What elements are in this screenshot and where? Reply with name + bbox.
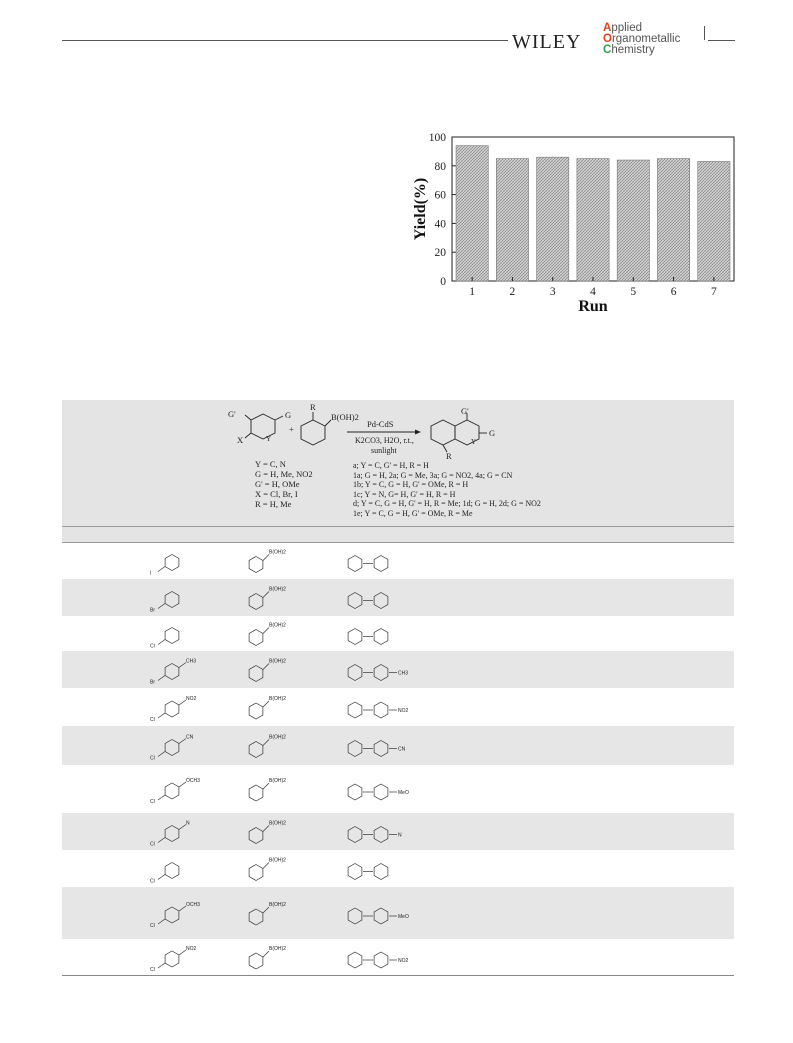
bar <box>698 161 730 281</box>
boronic-ring <box>249 785 263 801</box>
halide-sub-label: NO2 <box>186 696 197 702</box>
halide-ring <box>165 555 179 571</box>
x-tick-label: 1 <box>469 286 476 298</box>
halide-bond <box>158 795 165 800</box>
halide-ring <box>165 592 179 608</box>
halide-bond <box>158 752 165 757</box>
code-line: d; Y = C, G = H, G' = H, R = Me; 1d; G = H, 2d; G = NO2 <box>353 499 541 509</box>
boronic-label: B(OH)2 <box>269 549 286 556</box>
product-sub-label: N <box>398 832 402 839</box>
product-g-prime: G' <box>461 406 469 416</box>
scheme-conditions: K2CO3, H2O, r.t., <box>355 436 414 445</box>
halide-label: Cl <box>150 755 155 762</box>
x-tick-label: 6 <box>670 286 677 298</box>
boronic-label: B(OH)2 <box>269 696 286 702</box>
table-row <box>62 850 734 887</box>
table-row <box>62 542 734 579</box>
halide-sub-bond <box>179 663 186 668</box>
halide-label: Cl <box>150 717 155 723</box>
bar <box>657 159 689 281</box>
scheme-x: X <box>237 435 244 445</box>
code-line: a; Y = C, G' = H, R = H <box>353 461 429 470</box>
x-tick-label: 2 <box>509 286 516 298</box>
scheme-definitions <box>255 459 313 509</box>
bar <box>456 146 488 281</box>
halide-ring <box>165 740 179 756</box>
table-row <box>62 887 734 939</box>
y-tick-label: 40 <box>434 218 446 231</box>
halide-label: Br <box>150 607 155 614</box>
boronic-label: B(OH)2 <box>269 820 286 827</box>
product-ring-a <box>348 741 362 757</box>
halide-bond <box>158 604 165 609</box>
boronic-label: B(OH)2 <box>269 857 286 864</box>
def-line: R = H, Me <box>255 499 292 509</box>
product-r: R <box>446 451 452 461</box>
table-row <box>62 765 734 813</box>
product-ring-b <box>374 952 388 968</box>
table-row <box>62 651 734 688</box>
journal-logo-line1: A <box>603 22 612 34</box>
product-ring-a <box>348 665 362 681</box>
halide-label: I <box>150 570 152 577</box>
scheme-catalyst: Pd-CdS <box>367 419 394 429</box>
halide-sub-bond <box>179 700 186 705</box>
scheme-boronic: B(OH)2 <box>331 412 359 422</box>
halide-sub-bond <box>179 906 186 911</box>
y-tick-label: 60 <box>434 189 446 202</box>
code-line: 1c; Y = N, G= H, G' = H, R = H <box>353 489 456 499</box>
table-row <box>62 726 734 765</box>
boronic-ring <box>249 594 263 610</box>
halide-bond <box>158 838 165 843</box>
boronic-label: B(OH)2 <box>269 902 286 908</box>
row-structures <box>62 850 734 887</box>
y-tick-label: 80 <box>434 160 446 173</box>
x-axis-label: Run <box>578 298 608 315</box>
row-structures <box>62 813 734 850</box>
halide-label: Cl <box>150 799 155 805</box>
code-line: 1e; Y = C, G = H, G' = OMe, R = Me <box>353 508 473 518</box>
halide-bond <box>158 640 165 645</box>
halide-ring <box>165 863 179 879</box>
scheme-plus: + <box>289 424 294 434</box>
y-axis-label: Yield(%) <box>412 177 429 241</box>
header-page-tick <box>704 26 705 40</box>
boronic-ring <box>249 909 263 925</box>
y-tick-label: 100 <box>428 132 446 144</box>
halide-bond <box>158 919 165 924</box>
product-sub-label: CN <box>398 746 406 753</box>
table-row <box>62 939 734 975</box>
y-tick-label: 0 <box>440 276 446 288</box>
row-structures <box>62 579 734 616</box>
product-y: Y <box>471 438 477 446</box>
table-row <box>62 813 734 850</box>
halide-sub-bond <box>179 739 186 744</box>
product-ring-a <box>348 784 362 800</box>
product-sub-label: NO2 <box>398 708 409 714</box>
product-ring-a <box>431 420 455 445</box>
product-sub-label: NO2 <box>398 958 409 964</box>
code-line: 1a; G = H, 2a; G = Me, 3a; G = NO2, 4a; G = CN <box>353 470 513 480</box>
row-structures <box>62 765 734 813</box>
halide-sub-bond <box>179 950 186 955</box>
boronic-ring <box>249 828 263 844</box>
product-ring-a <box>348 908 362 924</box>
boronic-label: B(OH)2 <box>269 658 286 665</box>
product-ring-b <box>374 665 388 681</box>
def-line: X = Cl, Br, I <box>255 489 298 499</box>
halide-ring <box>165 951 179 967</box>
scheme-y: Y <box>266 435 272 443</box>
boronic-label: B(OH)2 <box>269 622 286 629</box>
halide-label: Cl <box>150 923 155 929</box>
bar <box>496 159 528 281</box>
journal-logo-line1-rest: pplied <box>611 22 643 34</box>
boronic-label: B(OH)2 <box>269 946 286 952</box>
row-structures <box>62 887 734 939</box>
row-structures <box>62 939 734 975</box>
halide-bond <box>158 713 165 718</box>
boronic-ring <box>249 953 263 969</box>
scheme-codes <box>353 461 541 519</box>
boronic-label: B(OH)2 <box>269 734 286 741</box>
halide-label: Cl <box>150 878 155 885</box>
halide-sub-label: OCH3 <box>186 902 200 908</box>
code-line: 1b; Y = C, G = H, G' = OMe, R = H <box>353 480 469 490</box>
bar <box>577 159 609 281</box>
product-ring-b <box>374 908 388 924</box>
scheme-g-prime: G' <box>228 409 236 419</box>
boronic-ring <box>249 557 263 573</box>
product-ring-a <box>348 702 362 718</box>
x-tick-label: 3 <box>549 286 556 298</box>
halide-label: Cl <box>150 643 155 650</box>
x-tick-label: 7 <box>710 286 717 298</box>
boronic-ring <box>249 865 263 881</box>
def-line: Y = C, N <box>255 459 286 469</box>
halide-bond <box>158 963 165 968</box>
journal-logo-line2-rest: rganometallic <box>611 33 681 45</box>
x-tick-label: 4 <box>590 286 596 298</box>
def-line: G' = H, OMe <box>255 479 300 489</box>
halide-sub-label: NO2 <box>186 946 197 952</box>
row-structures <box>62 616 734 651</box>
product-ring-a <box>348 827 362 843</box>
table-row <box>62 616 734 651</box>
product-ring-a <box>348 556 362 572</box>
journal-logo-line3: C <box>603 44 612 56</box>
halide-label: Cl <box>150 841 155 848</box>
journal-logo-line2: O <box>603 33 612 45</box>
row-structures <box>62 651 734 688</box>
row-structures <box>62 688 734 726</box>
product-ring-b <box>374 864 388 880</box>
scheme-conditions-2: sunlight <box>371 446 397 455</box>
scheme-structures <box>225 402 570 462</box>
boronic-ring <box>249 630 263 646</box>
halide-ring <box>165 907 179 923</box>
product-ring-b <box>374 827 388 843</box>
table-row <box>62 579 734 616</box>
halide-ring <box>165 664 179 680</box>
x-tick-label: 5 <box>630 286 637 298</box>
yield-bar-chart <box>405 128 735 318</box>
product-sub-label: MeO <box>398 914 409 920</box>
journal-logo-line3-rest: hemistry <box>611 44 655 56</box>
product-ring-b <box>374 702 388 718</box>
product-ring-a <box>348 593 362 609</box>
boronic-label: B(OH)2 <box>269 586 286 593</box>
publisher-logo: WILEY <box>512 31 582 53</box>
product-ring-b <box>374 784 388 800</box>
halide-label: Br <box>150 679 155 686</box>
product-ring-a <box>348 952 362 968</box>
table-column-header-bar <box>62 526 734 543</box>
table-row <box>62 688 734 726</box>
halide-sub-label: OCH3 <box>186 778 200 784</box>
product-sub-label: CH3 <box>398 670 409 677</box>
halide-bond <box>158 875 165 880</box>
boronic-ring <box>301 420 325 445</box>
scheme-g: G <box>285 410 292 420</box>
bar <box>537 157 569 281</box>
journal-logo <box>603 23 680 56</box>
boronic-ring <box>249 703 263 719</box>
product-ring-b <box>374 593 388 609</box>
def-line: G = H, Me, NO2 <box>255 469 313 479</box>
halide-ring <box>165 701 179 717</box>
halide-ring <box>251 414 275 439</box>
halide-sub-bond <box>179 825 186 830</box>
halide-ring <box>165 783 179 799</box>
halide-sub-label: N <box>186 820 190 827</box>
halide-ring <box>165 628 179 644</box>
halide-bond <box>158 567 165 572</box>
product-ring-b <box>374 629 388 645</box>
product-ring-a <box>348 629 362 645</box>
product-g: G <box>489 428 496 438</box>
halide-label: Cl <box>150 967 155 973</box>
table-bottom-rule <box>62 975 734 976</box>
y-tick-label: 20 <box>434 247 446 260</box>
bar <box>617 160 649 281</box>
boronic-ring <box>249 666 263 682</box>
product-ring-b <box>374 556 388 572</box>
product-ring-a <box>348 864 362 880</box>
product-sub-label: MeO <box>398 790 409 796</box>
boronic-ring <box>249 742 263 758</box>
boronic-label: B(OH)2 <box>269 778 286 784</box>
halide-bond <box>158 676 165 681</box>
scheme-r: R <box>310 402 316 412</box>
halide-ring <box>165 826 179 842</box>
row-structures <box>62 726 734 765</box>
halide-sub-label: CH3 <box>186 658 197 665</box>
product-ring-b <box>374 741 388 757</box>
halide-sub-bond <box>179 782 186 787</box>
halide-sub-label: CN <box>186 734 194 741</box>
row-structures <box>62 542 734 579</box>
